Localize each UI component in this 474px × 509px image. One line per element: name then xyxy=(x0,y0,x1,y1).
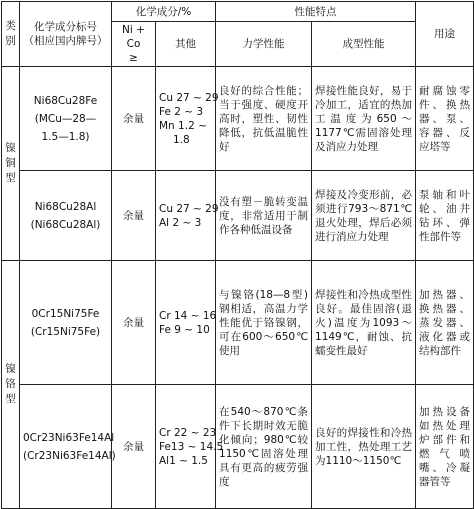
header-grade-sub: （相应国内牌号） xyxy=(23,35,108,47)
table-row xyxy=(2,261,474,385)
category-cell: 镍铬型 xyxy=(2,261,20,509)
header-ni-co-label: Ni + Co xyxy=(122,24,145,50)
mechanical-cell: 在540～870℃条件下长期时效无脆化倾向；980℃较1150℃固溶处理具有更高的疲劳强度 xyxy=(216,385,312,509)
header-grade xyxy=(20,2,112,67)
other-line: Fe13 ~ 14.5 xyxy=(159,440,224,453)
header-forming: 成型性能 xyxy=(312,22,416,67)
use-cell: 耐腐蚀零件、换热器、泵、容器、反应塔等 xyxy=(416,67,474,171)
header-ni-co xyxy=(112,22,156,67)
grade-code: 0Cr15Ni75Fe xyxy=(31,307,100,320)
table-row xyxy=(2,385,474,509)
grade-cn-line: (Cr15Ni75Fe) xyxy=(30,325,101,338)
ni-co-cell: 余量 xyxy=(112,261,156,385)
use-cell: 加热设备如热处理炉部件和燃气喷嘴、冷凝器管等 xyxy=(416,385,474,509)
grade-cn-line: (Ni68Cu28Al) xyxy=(30,218,101,231)
category-cell: 镍铜型 xyxy=(2,67,20,261)
forming-cell: 焊接及冷变形前，必须进行793～871℃退火处理，焊后必须进行消应力处理 xyxy=(312,171,416,261)
ni-co-cell: 余量 xyxy=(112,67,156,171)
grade-cn-line: (MCu—28— xyxy=(34,112,97,125)
header-mechanical: 力学性能 xyxy=(216,22,312,67)
other-cell xyxy=(156,385,224,509)
ni-co-cell: 余量 xyxy=(112,171,156,261)
other-cell xyxy=(156,261,216,385)
other-line: Cr 22 ~ 23 xyxy=(159,426,217,439)
header-chem: 化学成分/% xyxy=(112,2,216,22)
other-line: Mn 1.2 ~ xyxy=(159,119,207,132)
other-line: Cu 27 ~ 29 xyxy=(159,202,219,215)
table-row xyxy=(2,67,474,171)
other-line: Al 2 ~ 3 xyxy=(159,216,202,229)
table-row xyxy=(2,171,474,261)
header-other: 其他 xyxy=(156,22,216,67)
mechanical-cell: 良好的综合性能；当于强度、硬度开高时，塑性、韧性降低，抗低温脆性好 xyxy=(216,67,312,171)
alloy-table xyxy=(1,1,474,509)
header-grade-label: 化学成分标号 xyxy=(34,21,97,33)
other-cell xyxy=(156,171,219,261)
grade-cn-line: (Cr23Ni63Fe14Al) xyxy=(23,449,116,462)
grade-code: Ni68Cu28Al xyxy=(34,200,97,213)
other-line: Cr 14 ~ 16 xyxy=(159,309,217,322)
grade-code: Ni68Cu28Fe xyxy=(33,94,98,107)
other-line: Fe 2 ~ 3 xyxy=(159,105,204,118)
grade-code: 0Cr23Ni63Fe14Al xyxy=(23,431,115,444)
other-line: Cu 27 ~ 29 xyxy=(159,91,219,104)
use-cell: 泵轴和叶轮、油井钻环、弹性部件等 xyxy=(416,171,474,261)
other-line: 1.8 xyxy=(173,133,190,146)
header-use: 用途 xyxy=(416,2,474,67)
forming-cell: 焊接性和冷热成型性良好。最佳固溶(退火)温度为1093～1149℃，耐蚀、抗蠕变性最好 xyxy=(312,261,416,385)
grade-cell xyxy=(20,261,112,385)
other-cell xyxy=(156,67,219,171)
grade-cell xyxy=(20,67,112,171)
header-category: 类别 xyxy=(2,2,20,67)
grade-cell xyxy=(20,171,112,261)
forming-cell: 良好的焊接性和冷热加工性，热处理工艺为1110～1150℃ xyxy=(312,385,416,509)
header-ni-co-sub: ≥ xyxy=(129,52,138,64)
other-line: Al1 ~ 1.5 xyxy=(159,454,208,467)
forming-cell: 焊接性能良好，易于冷加工，适宜的热加工温度为650～1177℃需固溶处理及消应力处理 xyxy=(312,67,416,171)
mechanical-cell: 没有塑－脆转变温度，非常适用于制作各种低温设备 xyxy=(216,171,312,261)
other-line: Fe 9 ~ 10 xyxy=(159,323,210,336)
header-properties: 性能特点 xyxy=(216,2,416,22)
grade-cell xyxy=(20,385,116,509)
ni-co-cell: 余量 xyxy=(112,385,156,509)
mechanical-cell: 与镍铬(18—8型)钢相适，高温力学性能优于铬镍钢，可在600～650℃使用 xyxy=(216,261,312,385)
use-cell: 加热器、换热器、蒸发器、液化器或结构部件 xyxy=(416,261,474,385)
grade-cn-line: 1.5—1.8) xyxy=(41,130,90,143)
